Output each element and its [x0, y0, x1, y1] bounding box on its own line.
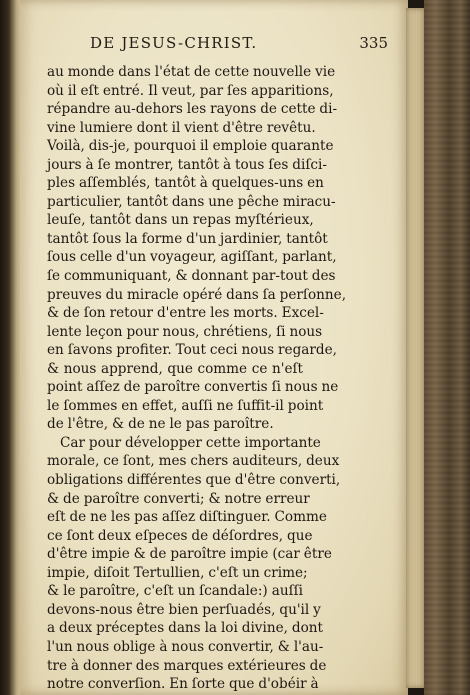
page-edges	[406, 8, 424, 688]
text-line: particulier, tantôt dans une pêche miracu-	[47, 193, 336, 210]
text-line: le ſommes en effet, auſſi ne ſuffit-il point	[47, 397, 324, 414]
running-head: DE JESUS-CHRIST.	[90, 34, 258, 52]
text-line: ples aſſemblés, tantôt à quelques-uns en	[47, 175, 324, 192]
text-line: au monde dans l'état de cette nouvelle vie	[47, 64, 336, 80]
text-line: devons-nous être bien perſuadés, qu'il y	[47, 601, 321, 618]
text-line: tre à donner des marques extérieures de	[47, 657, 327, 674]
text-line: où il eſt entré. Il veut, par ſes apparitions,	[47, 82, 334, 99]
text-line: point aſſez de paroître convertis ſi nous ne	[47, 379, 339, 396]
text-line: tantôt ſous la forme d'un jardinier, tantôt	[47, 230, 328, 247]
text-line: répandre au-dehors les rayons de cette di-	[47, 101, 338, 118]
text-line: l'un nous oblige à nous convertir, & l'au-	[47, 638, 324, 655]
body-text	[47, 63, 347, 694]
text-line: Voilà, dis-je, pourquoi il emploie quarante	[47, 138, 334, 155]
previous-page-edge	[0, 0, 22, 695]
text-line: preuves du miracle opéré dans ſa perſonne,	[47, 286, 347, 303]
text-line: & de paroître converti; & notre erreur	[47, 490, 310, 507]
text-line: ce ſont deux eſpeces de déſordres, que	[47, 527, 313, 544]
text-line: & nous apprend, que comme ce n'eſt	[47, 360, 303, 377]
text-line: Car pour développer cette importante	[60, 434, 321, 451]
text-line: en ſavons profiter. Tout ceci nous regarde,	[47, 342, 337, 359]
book-cover-edge	[424, 0, 470, 695]
text-line: de l'être, & de ne le pas paroître.	[47, 416, 274, 433]
text-line: vine lumiere dont il vient d'être revêtu.	[47, 119, 316, 136]
text-line: ſe communiquant, & donnant par-tout des	[47, 268, 336, 285]
page-header	[70, 34, 388, 58]
text-line: leuſe, tantôt dans un repas myſtérieux,	[47, 212, 314, 229]
text-line: d'être impie & de paroître impie (car être	[47, 546, 332, 563]
text-line: impie, diſoit Tertullien, c'eſt un crime;	[47, 564, 308, 581]
text-line: lente leçon pour nous, chrétiens, ſi nous	[47, 323, 323, 340]
text-line: a deux préceptes dans la loi divine, dont	[47, 620, 323, 637]
text-line: morale, ce ſont, mes chers auditeurs, deux	[47, 453, 340, 470]
page-number: 335	[359, 34, 388, 52]
text-line: ſous celle d'un voyageur, agiſſant, parlant,	[47, 249, 337, 266]
text-line: notre converſion. En ſorte que d'obéir à	[47, 676, 319, 693]
paragraph-2	[47, 434, 341, 694]
text-line: jours à ſe montrer, tantôt à tous ſes diſci-	[47, 156, 327, 173]
text-line: & le paroître, c'eſt un ſcandale:) auſſi	[47, 583, 303, 600]
paragraph-1	[47, 63, 347, 434]
text-line: eſt de ne les pas aſſez diſtinguer. Comme	[47, 509, 327, 526]
text-line: & de ſon retour d'entre les morts. Excel-	[47, 305, 324, 322]
text-line: obligations différentes que d'être converti,	[47, 472, 341, 489]
